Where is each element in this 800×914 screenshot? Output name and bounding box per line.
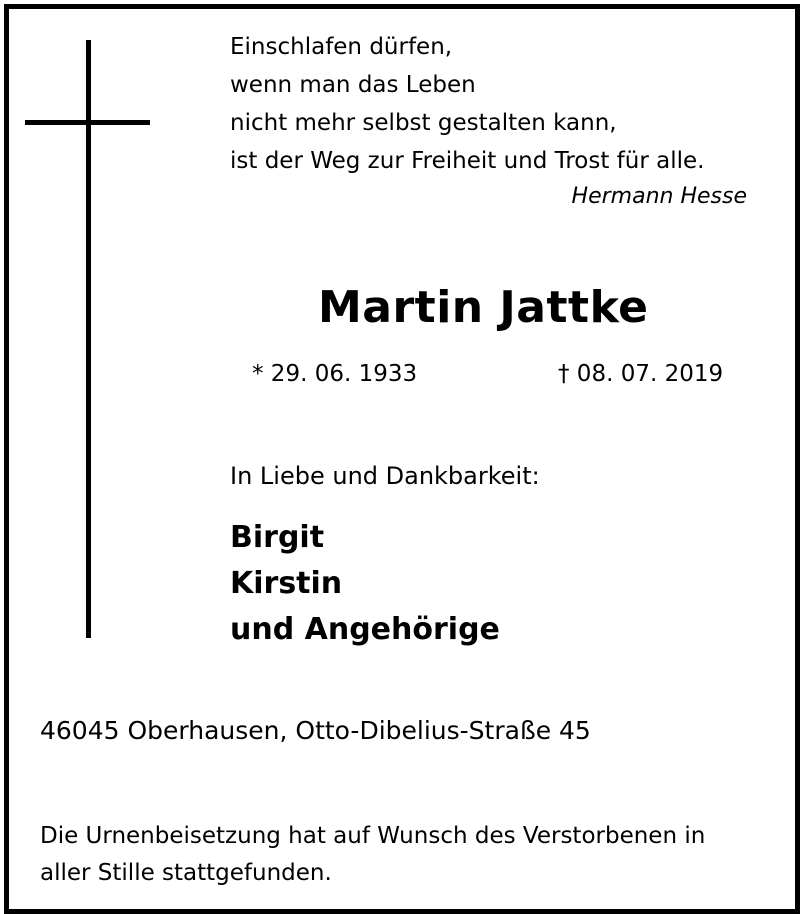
cross-vertical-bar — [86, 40, 91, 638]
poem-line: ist der Weg zur Freiheit und Trost für alle. — [230, 148, 705, 174]
address-line: 46045 Oberhausen, Otto-Dibelius-Straße 45 — [40, 716, 591, 745]
mourner-name: und Angehörige — [230, 612, 500, 647]
mourner-name: Kirstin — [230, 566, 343, 601]
mourner-name: Birgit — [230, 520, 325, 555]
poem-line: nicht mehr selbst gestalten kann, — [230, 110, 617, 136]
dedication-text: In Liebe und Dankbarkeit: — [230, 462, 540, 490]
poem-quote — [230, 28, 704, 180]
mourners-list — [230, 515, 500, 653]
notice-line: Die Urnenbeisetzung hat auf Wunsch des Verstorbenen in — [40, 823, 706, 849]
burial-notice — [40, 818, 770, 892]
notice-line: aller Stille stattgefunden. — [40, 860, 332, 886]
poem-author: Hermann Hesse — [571, 184, 747, 209]
birth-date: * 29. 06. 1933 — [252, 361, 418, 387]
cross-horizontal-bar — [25, 120, 150, 125]
poem-line: wenn man das Leben — [230, 72, 476, 98]
death-date: † 08. 07. 2019 — [558, 361, 724, 387]
deceased-name: Martin Jattke — [318, 282, 649, 333]
poem-line: Einschlafen dürfen, — [230, 34, 453, 60]
